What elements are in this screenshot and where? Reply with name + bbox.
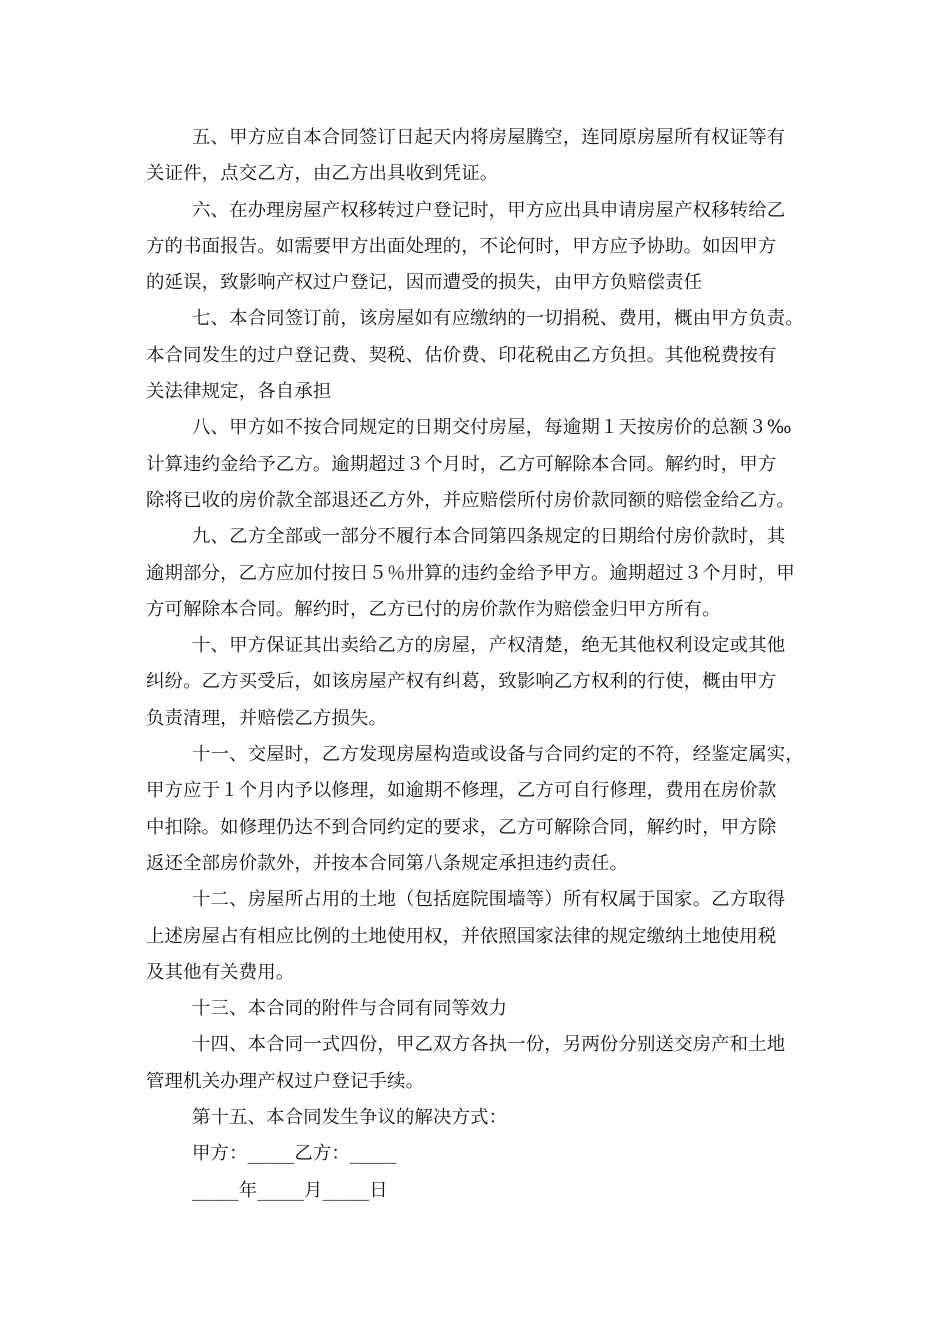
document-line: 六、在办理房屋产权移转过户登记时，甲方应出具申请房屋产权移转给乙 <box>192 199 786 221</box>
document-line: 除将已收的房价款全部退还乙方外，并应赔偿所付房价款同额的赔偿金给乙方。 <box>146 489 795 511</box>
document-line: 甲方：_____乙方：_____ <box>192 1143 397 1165</box>
document-line: 十二、房屋所占用的土地（包括庭院围墙等）所有权属于国家。乙方取得 <box>192 889 786 911</box>
document-line: 八、甲方如不按合同规定的日期交付房屋，每逾期１天按房价的总额３‰ <box>192 417 792 439</box>
document-body <box>146 120 822 1209</box>
document-line: 甲方应于１个月内予以修理，如逾期不修理，乙方可自行修理，费用在房价款 <box>146 780 777 802</box>
document-line: 中扣除。如修理仍达不到合同约定的要求，乙方可解除合同，解约时，甲方除 <box>146 816 777 838</box>
document-line: 十四、本合同一式四份，甲乙双方各执一份，另两份分别送交房产和土地 <box>192 1034 786 1056</box>
document-line: 关证件，点交乙方，由乙方出具收到凭证。 <box>146 163 499 185</box>
document-line: 十一、交屋时，乙方发现房屋构造或设备与合同约定的不符，经鉴定属实， <box>192 744 804 766</box>
document-line: 纠纷。乙方买受后，如该房屋产权有纠葛，致影响乙方权利的行使，概由甲方 <box>146 671 777 693</box>
document-line: 九、乙方全部或一部分不履行本合同第四条规定的日期给付房价款时，其 <box>192 526 786 548</box>
document-line: 返还全部房价款外，并按本合同第八条规定承担违约责任。 <box>146 852 629 874</box>
document-line: 计算违约金给予乙方。逾期超过３个月时，乙方可解除本合同。解约时，甲方 <box>146 453 777 475</box>
document-line: 负责清理，并赔偿乙方损失。 <box>146 707 388 729</box>
document-line: 方的书面报告。如需要甲方出面处理的，不论何时，甲方应予协助。如因甲方 <box>146 235 777 257</box>
document-line: 管理机关办理产权过户登记手续。 <box>146 1070 425 1092</box>
document-line: 逾期部分，乙方应加付按日５％卅算的违约金给予甲方。逾期超过３个月时，甲 <box>146 562 795 584</box>
document-line: 七、本合同签订前，该房屋如有应缴纳的一切捐税、费用，概由甲方负责。 <box>192 308 804 330</box>
document-line: 十三、本合同的附件与合同有同等效力 <box>192 998 508 1020</box>
document-line: 上述房屋占有相应比例的土地使用权，并依照国家法律的规定缴纳土地使用税 <box>146 925 777 947</box>
document-line: _____年_____月_____日 <box>192 1179 388 1201</box>
document-line: 十、甲方保证其出卖给乙方的房屋，产权清楚，绝无其他权利设定或其他 <box>192 635 786 657</box>
document-line: 第十五、本合同发生争议的解决方式： <box>192 1107 508 1129</box>
document-line: 方可解除本合同。解约时，乙方已付的房价款作为赔偿金归甲方所有。 <box>146 598 721 620</box>
document-line: 的延误，致影响产权过户登记，因而遭受的损失，由甲方负赔偿责任 <box>146 272 703 294</box>
document-line: 五、甲方应自本合同签订日起天内将房屋腾空，连同原房屋所有权证等有 <box>192 127 786 148</box>
document-line: 及其他有关费用。 <box>146 961 295 983</box>
document-line: 本合同发生的过户登记费、契税、估价费、印花税由乙方负担。其他税费按有 <box>146 344 777 366</box>
document-line: 关法律规定，各自承担 <box>146 381 332 403</box>
